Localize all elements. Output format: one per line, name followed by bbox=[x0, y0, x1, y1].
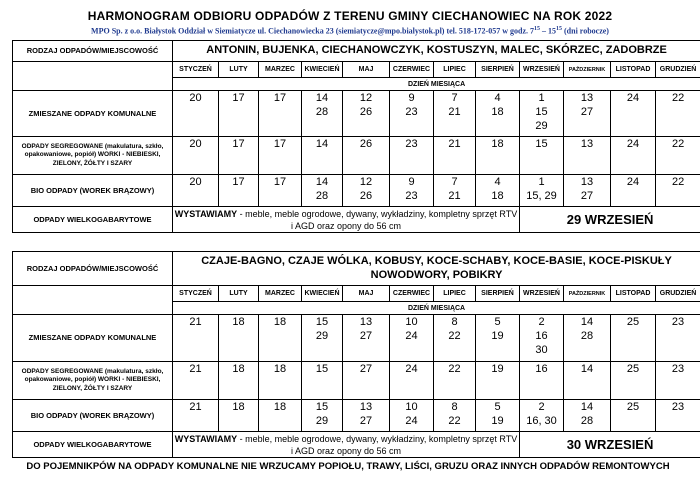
hour-superscript-start: 15 bbox=[534, 26, 540, 32]
pickup-days-cell bbox=[219, 362, 259, 400]
pickup-day: 14 bbox=[315, 176, 329, 188]
pickup-days-cell bbox=[259, 400, 302, 432]
pickup-days-cell bbox=[259, 137, 302, 175]
pickup-days-cell bbox=[434, 137, 476, 175]
pickup-days-cell bbox=[434, 400, 476, 432]
pickup-day: 2 bbox=[538, 316, 545, 328]
month-header: MAJ bbox=[343, 286, 390, 302]
pickup-day: 20 bbox=[189, 92, 202, 104]
pickup-days-cell bbox=[520, 137, 564, 175]
pickup-day: 14 bbox=[580, 316, 594, 328]
pickup-days-cell bbox=[302, 175, 343, 207]
pickup-day: 18 bbox=[273, 363, 287, 375]
pickup-day: 15 bbox=[535, 138, 548, 150]
month-header: MARZEC bbox=[259, 286, 302, 302]
pickup-day: 15 bbox=[315, 363, 329, 375]
pickup-day: 25 bbox=[626, 401, 640, 413]
pickup-day: 22 bbox=[448, 415, 461, 427]
pickup-days-cell bbox=[343, 400, 390, 432]
hour-superscript-end: 15 bbox=[556, 26, 562, 32]
pickup-day: 29 bbox=[315, 415, 329, 427]
pickup-days-cell bbox=[611, 400, 656, 432]
pickup-days-cell bbox=[434, 362, 476, 400]
pickup-day: 12 bbox=[359, 176, 373, 188]
month-header: WRZESIEŃ bbox=[520, 62, 564, 78]
pickup-days-cell bbox=[390, 315, 434, 362]
pickup-days-cell bbox=[520, 315, 564, 362]
waste-type-header: RODZAJ ODPADÓW/MIEJSCOWOŚĆ bbox=[13, 41, 173, 62]
pickup-days-cell bbox=[520, 400, 564, 432]
pickup-day: 18 bbox=[232, 316, 245, 328]
pickup-day: 23 bbox=[671, 316, 685, 328]
pickup-days-cell bbox=[219, 315, 259, 362]
pickup-day: 21 bbox=[189, 363, 202, 375]
pickup-day: 2 bbox=[538, 401, 545, 413]
pickup-day: 4 bbox=[494, 92, 501, 104]
pickup-day: 17 bbox=[232, 176, 245, 188]
pickup-day: 22 bbox=[671, 176, 685, 188]
pickup-days-cell bbox=[656, 315, 700, 362]
segregated-waste-label: ODPADY SEGREGOWANE (makulatura, szkło, opakowaniowe, popiół) WORKI - NIEBIESKI, ZIELONY, ŻÓŁTY I SZARY bbox=[13, 362, 173, 400]
pickup-day: 16 bbox=[535, 330, 548, 342]
blank-cell bbox=[13, 286, 173, 315]
month-header: LISTOPAD bbox=[611, 286, 656, 302]
pickup-day: 28 bbox=[580, 415, 594, 427]
month-header: SIERPIEŃ bbox=[476, 286, 520, 302]
pickup-day: 17 bbox=[232, 138, 245, 150]
pickup-day: 18 bbox=[273, 316, 287, 328]
pickup-day: 19 bbox=[491, 363, 504, 375]
pickup-days-cell bbox=[343, 362, 390, 400]
pickup-day: 28 bbox=[315, 106, 329, 118]
bulky-waste-label: ODPADY WIELKOGABARYTOWE bbox=[13, 207, 173, 233]
pickup-day: 1 bbox=[538, 176, 545, 188]
month-header: LUTY bbox=[219, 286, 259, 302]
waste-type-header: RODZAJ ODPADÓW/MIEJSCOWOŚĆ bbox=[13, 252, 173, 286]
pickup-day: 5 bbox=[494, 401, 501, 413]
pickup-days-cell bbox=[219, 400, 259, 432]
company-contact-line bbox=[0, 26, 700, 36]
pickup-days-cell bbox=[656, 137, 700, 175]
month-header: MARZEC bbox=[259, 62, 302, 78]
pickup-days-cell bbox=[656, 91, 700, 137]
pickup-days-cell bbox=[343, 137, 390, 175]
pickup-days-cell bbox=[564, 315, 611, 362]
pickup-days-cell bbox=[476, 362, 520, 400]
month-header: KWIECIEŃ bbox=[302, 286, 343, 302]
pickup-day: 18 bbox=[232, 401, 245, 413]
pickup-day: 17 bbox=[232, 92, 245, 104]
pickup-day: 23 bbox=[671, 401, 685, 413]
bulky-waste-items: - meble, meble ogrodowe, dywany, wykładziny, kompletny sprzęt RTV i AGD oraz opony do 56 cm bbox=[237, 208, 518, 231]
pickup-day: 8 bbox=[451, 316, 458, 328]
segregated-waste-label: ODPADY SEGREGOWANE (makulatura, szkło, opakowaniowe, popiół) WORKI - NIEBIESKI, ZIELONY, ŻÓŁTY I SZARY bbox=[13, 137, 173, 175]
pickup-day: 14 bbox=[580, 401, 594, 413]
pickup-days-cell bbox=[343, 315, 390, 362]
pickup-days-cell bbox=[259, 315, 302, 362]
pickup-days-cell bbox=[259, 362, 302, 400]
pickup-days-cell bbox=[173, 91, 219, 137]
month-header: LISTOPAD bbox=[611, 62, 656, 78]
pickup-day: 14 bbox=[580, 363, 594, 375]
pickup-day: 22 bbox=[671, 92, 685, 104]
pickup-day: 27 bbox=[359, 330, 373, 342]
pickup-days-cell bbox=[390, 175, 434, 207]
pickup-day: 19 bbox=[491, 330, 504, 342]
month-header: CZERWIEC bbox=[390, 286, 434, 302]
month-header: WRZESIEŃ bbox=[520, 286, 564, 302]
month-header: LIPIEC bbox=[434, 286, 476, 302]
pickup-days-cell bbox=[343, 175, 390, 207]
pickup-day: 17 bbox=[273, 176, 287, 188]
pickup-days-cell bbox=[476, 137, 520, 175]
pickup-days-cell bbox=[476, 400, 520, 432]
pickup-day: 27 bbox=[359, 363, 373, 375]
pickup-day: 21 bbox=[189, 401, 202, 413]
bulky-waste-items: - meble, meble ogrodowe, dywany, wykładziny, kompletny sprzęt RTV i AGD oraz opony do 56 cm bbox=[237, 433, 518, 456]
pickup-days-cell bbox=[302, 315, 343, 362]
pickup-days-cell bbox=[656, 400, 700, 432]
pickup-days-cell bbox=[611, 315, 656, 362]
pickup-day: 24 bbox=[405, 415, 418, 427]
pickup-day: 24 bbox=[405, 363, 418, 375]
pickup-day: 27 bbox=[580, 106, 594, 118]
pickup-days-cell bbox=[219, 175, 259, 207]
contact-text: MPO Sp. z o.o. Białystok Oddział w Siemiatycze ul. Ciechanowiecka 23 (siemiatycze@mpo.bialystok.pl) tel. 518-172-057 w godz. 7 bbox=[91, 26, 534, 36]
day-of-month-header: DZIEŃ MIESIĄCA bbox=[173, 302, 700, 315]
pickup-day: 24 bbox=[626, 92, 640, 104]
pickup-day: 18 bbox=[491, 138, 504, 150]
schedule-table-1 bbox=[12, 40, 700, 233]
pickup-day: 27 bbox=[580, 190, 594, 202]
pickup-day: 14 bbox=[315, 92, 329, 104]
pickup-days-cell bbox=[302, 400, 343, 432]
month-header: LUTY bbox=[219, 62, 259, 78]
pickup-days-cell bbox=[259, 91, 302, 137]
pickup-day: 19 bbox=[491, 415, 504, 427]
pickup-day: 15 bbox=[535, 106, 548, 118]
pickup-day: 24 bbox=[626, 138, 640, 150]
pickup-day: 13 bbox=[359, 316, 373, 328]
pickup-days-cell bbox=[656, 362, 700, 400]
pickup-day: 21 bbox=[448, 138, 461, 150]
pickup-day: 8 bbox=[451, 401, 458, 413]
pickup-days-cell bbox=[611, 137, 656, 175]
bulky-waste-put-out: WYSTAWIAMY bbox=[174, 208, 238, 219]
month-header: CZERWIEC bbox=[390, 62, 434, 78]
bulky-waste-date: 29 WRZESIEŃ bbox=[520, 207, 700, 233]
pickup-day: 7 bbox=[451, 176, 458, 188]
pickup-day: 25 bbox=[626, 316, 640, 328]
pickup-days-cell bbox=[390, 91, 434, 137]
pickup-day: 10 bbox=[405, 316, 418, 328]
pickup-day: 26 bbox=[359, 138, 373, 150]
pickup-days-cell bbox=[476, 91, 520, 137]
pickup-days-cell bbox=[259, 175, 302, 207]
pickup-days-cell bbox=[390, 137, 434, 175]
pickup-day: 24 bbox=[626, 176, 640, 188]
pickup-day: 9 bbox=[408, 92, 415, 104]
pickup-days-cell bbox=[434, 175, 476, 207]
pickup-day: 18 bbox=[273, 401, 287, 413]
footer-notice: DO POJEMNIKPÓW NA ODPADY KOMUNALNE NIE WRZUCAMY POPIOŁU, TRAWY, LIŚCI, GRUZU ORAZ INNYCH ODPADÓW REMONTOWYCH bbox=[26, 461, 670, 472]
pickup-day: 13 bbox=[580, 138, 594, 150]
month-header: MAJ bbox=[343, 62, 390, 78]
pickup-days-cell bbox=[219, 91, 259, 137]
pickup-day: 14 bbox=[315, 138, 329, 150]
pickup-day: 13 bbox=[580, 92, 594, 104]
mixed-waste-label: ZMIESZANE ODPADY KOMUNALNE bbox=[13, 315, 173, 362]
month-header: SIERPIEŃ bbox=[476, 62, 520, 78]
pickup-day: 27 bbox=[359, 415, 373, 427]
pickup-days-cell bbox=[611, 175, 656, 207]
pickup-day: 17 bbox=[273, 138, 287, 150]
localities-list: CZAJE-BAGNO, CZAJE WÓLKA, KOBUSY, KOCE-SCHABY, KOCE-BASIE, KOCE-PISKUŁY NOWODWORY, POBIKRY bbox=[173, 252, 700, 286]
month-header: PAŹDZIERNIK bbox=[564, 286, 611, 302]
blank-cell bbox=[13, 62, 173, 91]
pickup-days-cell bbox=[173, 315, 219, 362]
pickup-day: 12 bbox=[359, 92, 373, 104]
pickup-day: 16, 30 bbox=[526, 415, 557, 427]
pickup-days-cell bbox=[343, 91, 390, 137]
pickup-days-cell bbox=[611, 362, 656, 400]
pickup-day: 30 bbox=[535, 344, 548, 356]
month-header: GRUDZIEŃ bbox=[656, 286, 700, 302]
pickup-day: 20 bbox=[189, 138, 202, 150]
pickup-day: 22 bbox=[448, 330, 461, 342]
pickup-day: 13 bbox=[580, 176, 594, 188]
pickup-days-cell bbox=[390, 362, 434, 400]
pickup-days-cell bbox=[564, 91, 611, 137]
pickup-days-cell bbox=[173, 362, 219, 400]
month-header: STYCZEŃ bbox=[173, 286, 219, 302]
contact-working-days: (dni robocze) bbox=[562, 26, 609, 36]
pickup-day: 26 bbox=[359, 190, 373, 202]
pickup-days-cell bbox=[611, 91, 656, 137]
pickup-day: 15 bbox=[315, 316, 329, 328]
pickup-day: 9 bbox=[408, 176, 415, 188]
pickup-day: 5 bbox=[494, 316, 501, 328]
pickup-days-cell bbox=[564, 175, 611, 207]
contact-hours-dash: – 15 bbox=[540, 26, 556, 36]
pickup-day: 22 bbox=[448, 363, 461, 375]
pickup-days-cell bbox=[302, 137, 343, 175]
pickup-day: 28 bbox=[315, 190, 329, 202]
pickup-days-cell bbox=[434, 315, 476, 362]
pickup-days-cell bbox=[476, 175, 520, 207]
bulky-waste-description bbox=[173, 432, 520, 458]
pickup-days-cell bbox=[302, 362, 343, 400]
month-header: KWIECIEŃ bbox=[302, 62, 343, 78]
month-header: LIPIEC bbox=[434, 62, 476, 78]
month-header: PAŹDZIERNIK bbox=[564, 62, 611, 78]
pickup-days-cell bbox=[390, 400, 434, 432]
pickup-days-cell bbox=[520, 362, 564, 400]
pickup-day: 15 bbox=[315, 401, 329, 413]
pickup-days-cell bbox=[476, 315, 520, 362]
pickup-day: 21 bbox=[448, 106, 461, 118]
pickup-day: 20 bbox=[189, 176, 202, 188]
pickup-day: 29 bbox=[535, 120, 548, 132]
pickup-day: 23 bbox=[671, 363, 685, 375]
pickup-days-cell bbox=[520, 175, 564, 207]
pickup-day: 13 bbox=[359, 401, 373, 413]
bulky-waste-description bbox=[173, 207, 520, 233]
pickup-days-cell bbox=[219, 137, 259, 175]
pickup-day: 23 bbox=[405, 106, 418, 118]
pickup-day: 18 bbox=[491, 190, 504, 202]
pickup-day: 17 bbox=[273, 92, 287, 104]
month-header: STYCZEŃ bbox=[173, 62, 219, 78]
pickup-day: 10 bbox=[405, 401, 418, 413]
pickup-days-cell bbox=[173, 400, 219, 432]
pickup-days-cell bbox=[564, 362, 611, 400]
pickup-days-cell bbox=[434, 91, 476, 137]
pickup-day: 18 bbox=[232, 363, 245, 375]
pickup-day: 26 bbox=[359, 106, 373, 118]
pickup-days-cell bbox=[173, 137, 219, 175]
pickup-day: 18 bbox=[491, 106, 504, 118]
localities-list: ANTONIN, BUJENKA, CIECHANOWCZYK, KOSTUSZYN, MALEC, SKÓRZEC, ZADOBRZE bbox=[173, 41, 700, 62]
pickup-day: 29 bbox=[315, 330, 329, 342]
pickup-days-cell bbox=[564, 400, 611, 432]
pickup-days-cell bbox=[564, 137, 611, 175]
pickup-day: 15, 29 bbox=[526, 190, 557, 202]
pickup-day: 21 bbox=[448, 190, 461, 202]
bulky-waste-date: 30 WRZESIEŃ bbox=[520, 432, 700, 458]
month-header: GRUDZIEŃ bbox=[656, 62, 700, 78]
pickup-day: 24 bbox=[405, 330, 418, 342]
pickup-day: 23 bbox=[405, 190, 418, 202]
pickup-day: 7 bbox=[451, 92, 458, 104]
pickup-day: 22 bbox=[671, 138, 685, 150]
pickup-day: 16 bbox=[535, 363, 548, 375]
schedule-table-2 bbox=[12, 251, 700, 458]
pickup-days-cell bbox=[173, 175, 219, 207]
pickup-day: 4 bbox=[494, 176, 501, 188]
pickup-days-cell bbox=[302, 91, 343, 137]
bio-waste-label: BIO ODPADY (WOREK BRĄZOWY) bbox=[13, 400, 173, 432]
day-of-month-header: DZIEŃ MIESIĄCA bbox=[173, 78, 700, 91]
pickup-day: 1 bbox=[538, 92, 545, 104]
pickup-day: 23 bbox=[405, 138, 418, 150]
pickup-days-cell bbox=[656, 175, 700, 207]
pickup-day: 25 bbox=[626, 363, 640, 375]
bulky-waste-label: ODPADY WIELKOGABARYTOWE bbox=[13, 432, 173, 458]
pickup-day: 21 bbox=[189, 316, 202, 328]
mixed-waste-label: ZMIESZANE ODPADY KOMUNALNE bbox=[13, 91, 173, 137]
page-title: HARMONOGRAM ODBIORU ODPADÓW Z TERENU GMINY CIECHANOWIEC NA ROK 2022 bbox=[87, 9, 613, 23]
bulky-waste-put-out: WYSTAWIAMY bbox=[174, 433, 238, 444]
bio-waste-label: BIO ODPADY (WOREK BRĄZOWY) bbox=[13, 175, 173, 207]
pickup-day: 28 bbox=[580, 330, 594, 342]
pickup-days-cell bbox=[520, 91, 564, 137]
